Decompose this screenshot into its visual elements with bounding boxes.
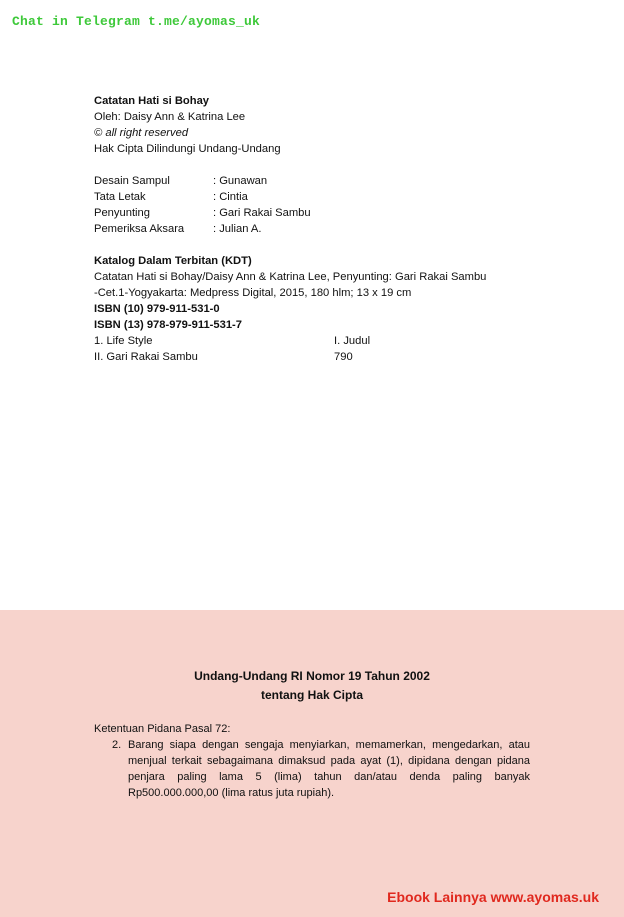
law-title: Undang-Undang RI Nomor 19 Tahun 2002 [194, 669, 430, 683]
law-subtitle: tentang Hak Cipta [260, 688, 363, 702]
law-item-number: 2. [112, 739, 122, 751]
kdt-line: Catatan Hati si Bohay/Daisy Ann & Katrina Lee, Penyunting: Gari Rakai Sambu [94, 271, 487, 283]
credit-key: Desain Sampul [94, 175, 170, 187]
isbn-10: ISBN (10) 979-911-531-0 [94, 303, 220, 315]
book-info [94, 93, 281, 157]
kdt-subject: 790 [334, 351, 353, 363]
credit-row [94, 173, 311, 189]
kdt-heading: Katalog Dalam Terbitan (KDT) [94, 255, 252, 267]
law-item [112, 737, 530, 801]
credit-key: Tata Letak [94, 191, 146, 203]
credit-row [94, 189, 311, 205]
book-author: Oleh: Daisy Ann & Katrina Lee [94, 111, 246, 123]
law-intro: Ketentuan Pidana Pasal 72: [94, 723, 231, 735]
rights-reserved: © all right reserved [94, 127, 189, 139]
isbn-13: ISBN (13) 978-979-911-531-7 [94, 319, 243, 331]
kdt-line: -Cet.1-Yogyakarta: Medpress Digital, 2015, 180 hlm; 13 x 19 cm [94, 287, 412, 299]
credit-key: Penyunting [94, 207, 150, 219]
credit-row [94, 205, 311, 221]
book-title: Catatan Hati si Bohay [94, 95, 210, 107]
law-body [94, 721, 530, 801]
kdt-subject: I. Judul [334, 335, 371, 347]
credit-value: : Gari Rakai Sambu [213, 207, 311, 219]
footer-link[interactable]: Ebook Lainnya www.ayomas.uk [387, 889, 599, 905]
kdt-subject: II. Gari Rakai Sambu [94, 351, 198, 363]
copyright-notice: Hak Cipta Dilindungi Undang-Undang [94, 143, 281, 155]
credit-value: : Julian A. [213, 223, 262, 235]
credit-row [94, 221, 311, 237]
telegram-watermark: Chat in Telegram t.me/ayomas_uk [12, 14, 261, 29]
kdt-section [94, 253, 486, 365]
credit-key: Pemeriksa Aksara [94, 223, 185, 235]
credit-value: : Gunawan [213, 175, 268, 187]
credit-value: : Cintia [213, 191, 248, 203]
kdt-subject: 1. Life Style [94, 335, 153, 347]
kdt-subject-row [94, 333, 486, 349]
kdt-subject-row [94, 349, 486, 365]
law-item-text: Barang siapa dengan sengaja menyiarkan, memamerkan, mengedarkan, atau menjual terkait sebagaimana dimaksud pada ayat (1), dipidana dengan pidana penjara paling lama 5 (lima) tahun dan/atau denda paling banyak Rp500.000.000,00 (lima ratus juta rupiah). [128, 739, 530, 799]
credits [94, 173, 311, 237]
